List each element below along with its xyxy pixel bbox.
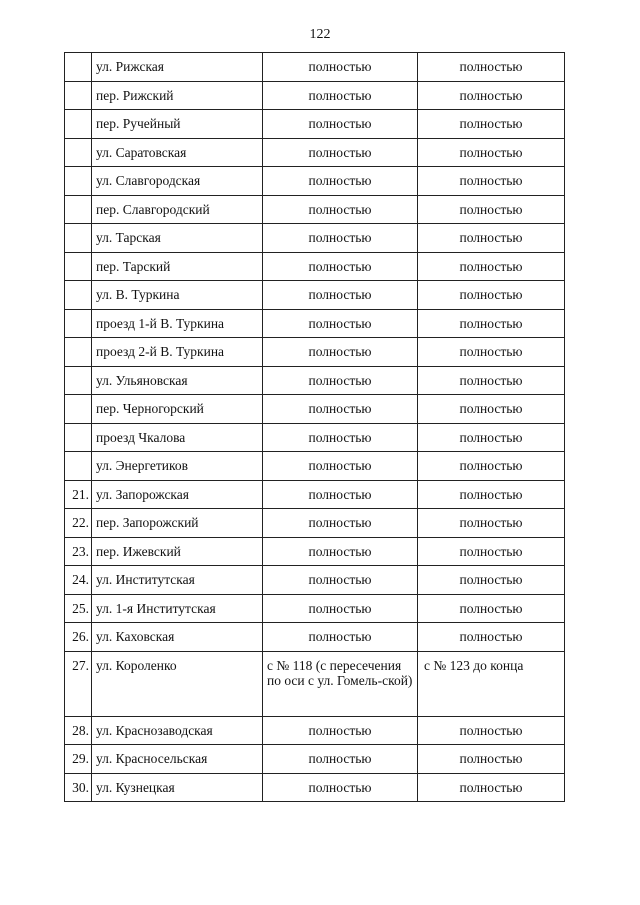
odd-side-cell: полностью	[418, 623, 565, 652]
street-name-cell: ул. Каховская	[92, 623, 263, 652]
street-name-cell: ул. Институтская	[92, 566, 263, 595]
row-number-cell	[65, 167, 92, 196]
even-side-cell: полностью	[263, 745, 418, 774]
table-row	[65, 745, 565, 774]
row-number-cell: 22.	[65, 509, 92, 538]
street-name-cell: ул. Ульяновская	[92, 366, 263, 395]
table-row	[65, 594, 565, 623]
even-side-cell: полностью	[263, 594, 418, 623]
street-name-cell: ул. Славгородская	[92, 167, 263, 196]
odd-side-cell: полностью	[418, 252, 565, 281]
row-number-cell	[65, 53, 92, 82]
odd-side-cell: полностью	[418, 309, 565, 338]
table-row	[65, 167, 565, 196]
even-side-cell: полностью	[263, 537, 418, 566]
row-number-cell	[65, 110, 92, 139]
odd-side-cell: полностью	[418, 716, 565, 745]
even-side-cell: полностью	[263, 195, 418, 224]
even-side-cell: полностью	[263, 224, 418, 253]
row-number-cell	[65, 338, 92, 367]
even-side-cell: полностью	[263, 509, 418, 538]
even-side-cell: полностью	[263, 338, 418, 367]
row-number-cell: 30.	[65, 773, 92, 802]
street-name-cell: пер. Ижевский	[92, 537, 263, 566]
odd-side-cell: полностью	[418, 53, 565, 82]
street-name-cell: пер. Рижский	[92, 81, 263, 110]
street-name-cell: проезд 2-й В. Туркина	[92, 338, 263, 367]
street-name-cell: пер. Запорожский	[92, 509, 263, 538]
odd-side-cell: полностью	[418, 773, 565, 802]
table-row	[65, 281, 565, 310]
streets-table	[64, 52, 565, 802]
odd-side-cell: полностью	[418, 224, 565, 253]
street-name-cell: пер. Черногорский	[92, 395, 263, 424]
street-name-cell: ул. Запорожская	[92, 480, 263, 509]
odd-side-cell: полностью	[418, 423, 565, 452]
table-row	[65, 224, 565, 253]
street-name-cell: ул. Красносельская	[92, 745, 263, 774]
street-name-cell: ул. Саратовская	[92, 138, 263, 167]
even-side-cell: полностью	[263, 281, 418, 310]
odd-side-cell: полностью	[418, 480, 565, 509]
odd-side-cell: полностью	[418, 195, 565, 224]
odd-side-cell: с № 123 до конца	[418, 651, 565, 716]
even-side-cell: полностью	[263, 252, 418, 281]
even-side-cell: полностью	[263, 773, 418, 802]
table-row	[65, 623, 565, 652]
row-number-cell	[65, 81, 92, 110]
table-row	[65, 566, 565, 595]
even-side-cell: полностью	[263, 309, 418, 338]
even-side-cell: полностью	[263, 423, 418, 452]
odd-side-cell: полностью	[418, 138, 565, 167]
odd-side-cell: полностью	[418, 281, 565, 310]
even-side-cell: полностью	[263, 110, 418, 139]
odd-side-cell: полностью	[418, 110, 565, 139]
row-number-cell: 24.	[65, 566, 92, 595]
street-name-cell: проезд 1-й В. Туркина	[92, 309, 263, 338]
table-row	[65, 651, 565, 716]
row-number-cell	[65, 452, 92, 481]
row-number-cell	[65, 366, 92, 395]
even-side-cell: полностью	[263, 480, 418, 509]
odd-side-cell: полностью	[418, 167, 565, 196]
table-row	[65, 480, 565, 509]
row-number-cell: 21.	[65, 480, 92, 509]
row-number-cell: 25.	[65, 594, 92, 623]
row-number-cell	[65, 423, 92, 452]
odd-side-cell: полностью	[418, 366, 565, 395]
even-side-cell: полностью	[263, 452, 418, 481]
table-row	[65, 195, 565, 224]
table-row	[65, 773, 565, 802]
table-row	[65, 338, 565, 367]
table-row	[65, 309, 565, 338]
row-number-cell	[65, 224, 92, 253]
table-row	[65, 395, 565, 424]
row-number-cell: 29.	[65, 745, 92, 774]
table-row	[65, 53, 565, 82]
even-side-cell: полностью	[263, 395, 418, 424]
table-row	[65, 138, 565, 167]
street-name-cell: проезд Чкалова	[92, 423, 263, 452]
row-number-cell	[65, 309, 92, 338]
even-side-cell: с № 118 (с пересечения по оси с ул. Гомель-ской)	[263, 651, 418, 716]
row-number-cell: 28.	[65, 716, 92, 745]
street-name-cell: пер. Ручейный	[92, 110, 263, 139]
table-row	[65, 509, 565, 538]
street-name-cell: пер. Тарский	[92, 252, 263, 281]
even-side-cell: полностью	[263, 366, 418, 395]
row-number-cell	[65, 252, 92, 281]
row-number-cell	[65, 195, 92, 224]
street-name-cell: ул. Кузнецкая	[92, 773, 263, 802]
odd-side-cell: полностью	[418, 452, 565, 481]
row-number-cell: 27.	[65, 651, 92, 716]
table-row	[65, 252, 565, 281]
street-name-cell: ул. Тарская	[92, 224, 263, 253]
even-side-cell: полностью	[263, 623, 418, 652]
table-row	[65, 81, 565, 110]
odd-side-cell: полностью	[418, 537, 565, 566]
even-side-cell: полностью	[263, 53, 418, 82]
street-name-cell: ул. Рижская	[92, 53, 263, 82]
street-name-cell: ул. Краснозаводская	[92, 716, 263, 745]
table-row	[65, 110, 565, 139]
row-number-cell	[65, 281, 92, 310]
street-name-cell: ул. 1-я Институтская	[92, 594, 263, 623]
even-side-cell: полностью	[263, 167, 418, 196]
odd-side-cell: полностью	[418, 338, 565, 367]
even-side-cell: полностью	[263, 81, 418, 110]
table-row	[65, 423, 565, 452]
table-row	[65, 537, 565, 566]
row-number-cell	[65, 395, 92, 424]
row-number-cell: 23.	[65, 537, 92, 566]
odd-side-cell: полностью	[418, 566, 565, 595]
row-number-cell	[65, 138, 92, 167]
table-row	[65, 452, 565, 481]
odd-side-cell: полностью	[418, 395, 565, 424]
streets-table-body	[65, 53, 565, 802]
odd-side-cell: полностью	[418, 81, 565, 110]
street-name-cell: пер. Славгородский	[92, 195, 263, 224]
street-name-cell: ул. В. Туркина	[92, 281, 263, 310]
even-side-cell: полностью	[263, 716, 418, 745]
even-side-cell: полностью	[263, 138, 418, 167]
odd-side-cell: полностью	[418, 509, 565, 538]
street-name-cell: ул. Энергетиков	[92, 452, 263, 481]
odd-side-cell: полностью	[418, 745, 565, 774]
odd-side-cell: полностью	[418, 594, 565, 623]
table-row	[65, 716, 565, 745]
table-row	[65, 366, 565, 395]
even-side-cell: полностью	[263, 566, 418, 595]
row-number-cell: 26.	[65, 623, 92, 652]
street-name-cell: ул. Короленко	[92, 651, 263, 716]
page-number: 122	[309, 27, 331, 42]
